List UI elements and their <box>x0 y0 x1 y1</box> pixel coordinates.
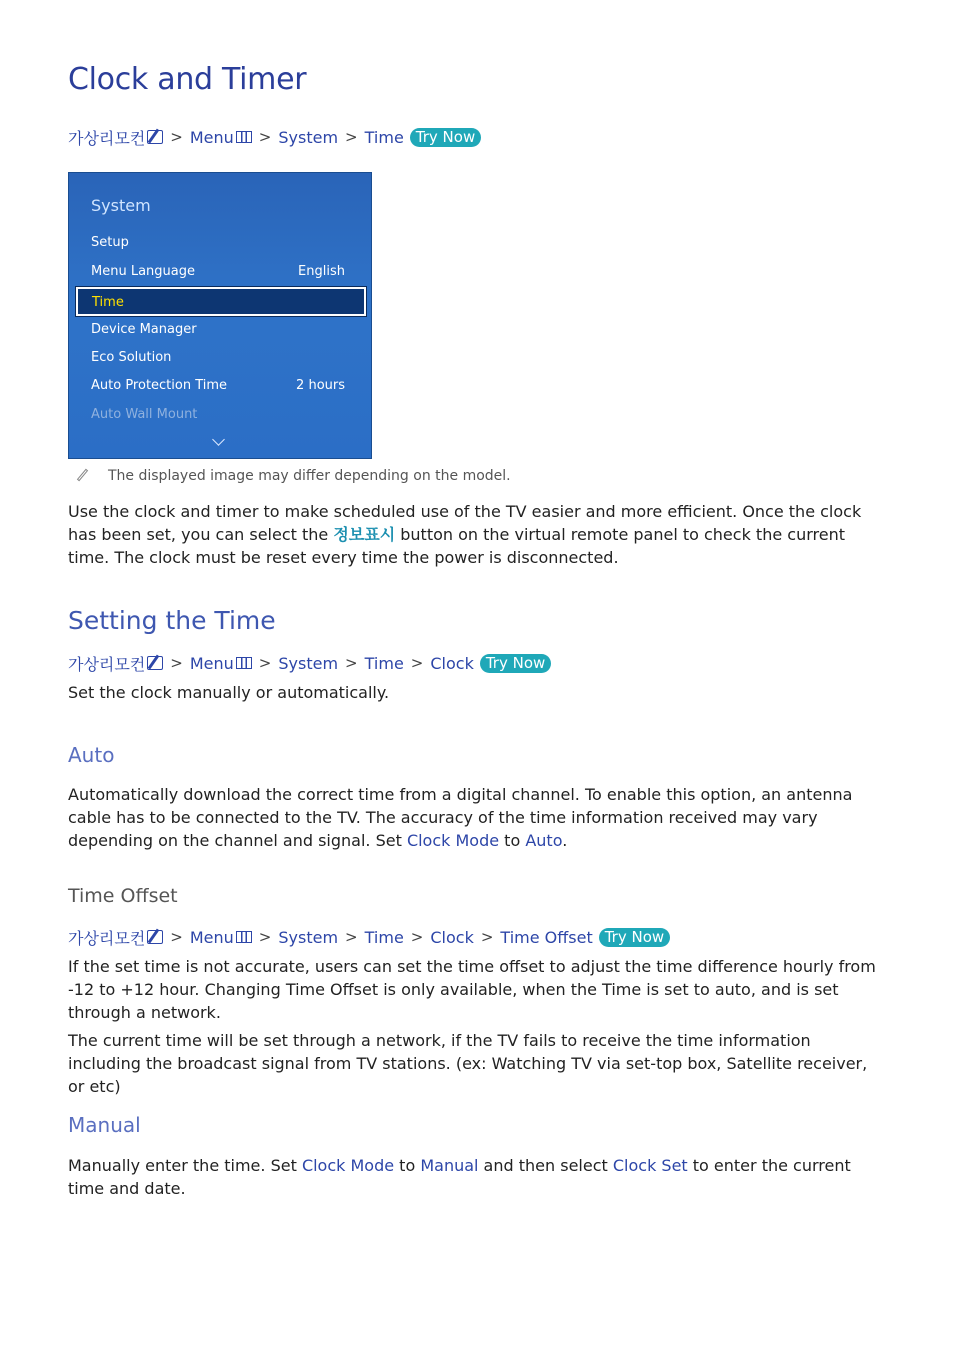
menu-icon <box>236 657 252 669</box>
auto-text-end: . <box>562 831 568 850</box>
tv-system-menu <box>68 172 372 459</box>
breadcrumb-clock <box>68 652 551 674</box>
breadcrumb-clock-item[interactable]: Clock <box>430 653 474 673</box>
tv-menu-item-time-selected[interactable] <box>76 287 366 316</box>
chevron-right-icon: > <box>345 928 358 946</box>
page-title: Clock and Timer <box>68 62 307 97</box>
tv-menu-item-label: Auto Wall Mount <box>91 407 198 422</box>
tv-menu-item-setup[interactable] <box>91 235 345 250</box>
manual-text: to <box>394 1156 421 1175</box>
chevron-right-icon: > <box>345 654 358 672</box>
clock-mode-keyword: Clock Mode <box>406 831 500 850</box>
breadcrumb-menu[interactable]: Menu <box>189 127 234 147</box>
try-now-button[interactable]: Try Now <box>599 928 670 947</box>
auto-text-mid: to <box>499 831 526 850</box>
breadcrumb-time-item[interactable]: Time <box>364 653 404 673</box>
tv-menu-item-menu-language[interactable] <box>91 264 345 279</box>
breadcrumb-time-offset <box>68 926 670 948</box>
breadcrumb-time-offset-item[interactable]: Time Offset <box>500 927 593 947</box>
manual-keyword: Manual <box>420 1156 479 1175</box>
breadcrumb-remote[interactable]: 가상리모컨 <box>68 128 146 148</box>
tv-menu-item-auto-protection-time[interactable] <box>91 378 345 393</box>
chevron-right-icon: > <box>410 928 424 946</box>
chevron-right-icon: > <box>258 928 272 946</box>
chevron-right-icon: > <box>345 128 358 146</box>
offset-paragraph-1: If the set time is not accurate, users can set the time offset to adjust the time difference hourly from -12 to +12 hour. Changing Time Offset is only available, when the Time is set to auto, and is set through a network. <box>68 957 876 1022</box>
auto-paragraph <box>68 783 888 852</box>
tv-menu-item-label: Setup <box>91 235 129 250</box>
section-heading-time-offset: Time Offset <box>68 885 178 907</box>
intro-paragraph <box>68 500 888 569</box>
breadcrumb-menu[interactable]: Menu <box>189 653 234 673</box>
breadcrumb-time-item[interactable]: Time <box>364 927 404 947</box>
breadcrumb-system[interactable]: System <box>278 927 339 947</box>
breadcrumb-time-item[interactable]: Time <box>364 127 404 147</box>
breadcrumb-time <box>68 126 481 148</box>
auto-keyword: Auto <box>525 831 563 850</box>
chevron-right-icon: > <box>170 654 183 672</box>
manual-paragraph <box>68 1154 888 1200</box>
manual-text: and then select <box>478 1156 613 1175</box>
chevron-right-icon: > <box>258 654 272 672</box>
manual-text: Manually enter the time. Set <box>68 1156 302 1175</box>
chevron-down-icon[interactable] <box>212 433 225 446</box>
offset-paragraph-2: The current time will be set through a network, if the TV fails to receive the time information including the broadcast signal from TV stations. (ex: Watching TV via set-top box, Satellite receiver, or etc) <box>68 1031 868 1096</box>
pencil-icon <box>76 469 90 483</box>
tv-menu-item-device-manager[interactable] <box>91 322 345 337</box>
breadcrumb-remote[interactable]: 가상리모컨 <box>68 928 146 948</box>
remote-icon <box>147 656 163 670</box>
remote-icon <box>147 930 163 944</box>
tv-menu-item-eco-solution[interactable] <box>91 350 345 365</box>
chevron-right-icon: > <box>170 128 183 146</box>
breadcrumb-system[interactable]: System <box>278 127 339 147</box>
tv-menu-item-label: Device Manager <box>91 322 197 337</box>
menu-icon <box>236 931 252 943</box>
setting-text: Set the clock manually or automatically. <box>68 683 390 702</box>
tv-menu-item-label: Auto Protection Time <box>91 378 228 393</box>
breadcrumb-system[interactable]: System <box>278 653 339 673</box>
breadcrumb-menu[interactable]: Menu <box>189 927 234 947</box>
remote-icon <box>147 130 163 144</box>
chevron-right-icon: > <box>170 928 183 946</box>
tv-menu-item-label: Eco Solution <box>91 350 172 365</box>
tv-menu-item-value: 2 hours <box>296 378 345 393</box>
tv-menu-item-label: Menu Language <box>91 264 195 279</box>
chevron-right-icon: > <box>258 128 272 146</box>
try-now-button[interactable]: Try Now <box>410 128 481 147</box>
section-heading-setting-time: Setting the Time <box>68 606 276 635</box>
try-now-button[interactable]: Try Now <box>480 654 551 673</box>
tv-menu-item-label: Time <box>92 295 124 310</box>
tv-menu-item-value: English <box>298 264 345 279</box>
chevron-right-icon: > <box>480 928 494 946</box>
model-note <box>76 468 511 484</box>
breadcrumb-remote[interactable]: 가상리모컨 <box>68 654 146 674</box>
info-button-name: 정보표시 <box>333 525 396 544</box>
chevron-right-icon: > <box>410 654 424 672</box>
clock-set-keyword: Clock Set <box>612 1156 688 1175</box>
breadcrumb-clock-item[interactable]: Clock <box>430 927 474 947</box>
tv-menu-title: System <box>91 196 151 215</box>
section-heading-manual: Manual <box>68 1113 141 1137</box>
intro-text: Use the clock and timer to make scheduled use of the TV easier and more efficient. Once the clock has been set, you can select the <box>68 502 862 544</box>
tv-menu-item-auto-wall-mount <box>91 407 345 422</box>
intro-text-end: button on the virtual remote panel to check the current time. The clock must be reset every time the power is disconnected. <box>68 525 845 567</box>
note-text: The displayed image may differ depending on the model. <box>108 468 511 484</box>
auto-text: Automatically download the correct time from a digital channel. To enable this option, an antenna cable has to be connected to the TV. The accuracy of the time information received may vary depending on the channel and signal. Set <box>68 785 853 850</box>
menu-icon <box>236 131 252 143</box>
manual-text-end: to enter the current time and date. <box>68 1156 851 1198</box>
section-heading-auto: Auto <box>68 743 115 767</box>
clock-mode-keyword: Clock Mode <box>301 1156 395 1175</box>
